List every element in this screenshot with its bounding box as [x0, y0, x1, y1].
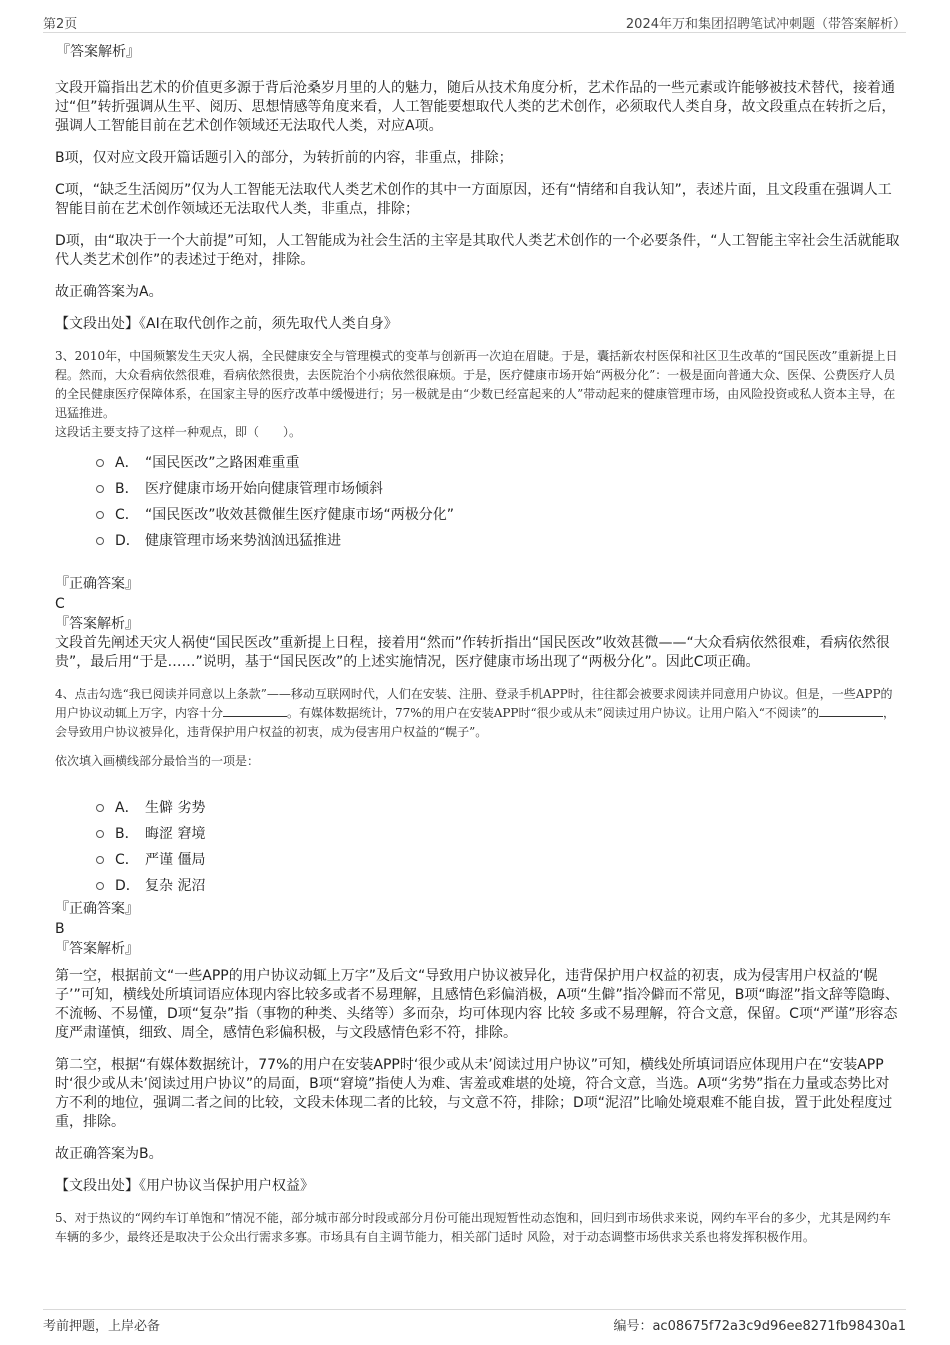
analysis-label: 『答案解析』: [56, 44, 140, 60]
options-list: [55, 795, 900, 899]
radio-icon[interactable]: [96, 830, 104, 838]
analysis-paragraph: 文段开篇指出艺术的价值更多源于背后沧桑岁月里的人的魅力，随后从技术角度分析，艺术作品的一些元素或许能够被技术替代，接着通过“但”转折强调从生平、阅历、思想情感等角度来看，人工智能要想取代人类的艺术创作，必须取代人类自身，故文段重点在转折之后，强调人工智能目前在艺术创作领域还无法取代人类，对应A项。: [55, 80, 896, 134]
source-citation: 【文段出处】《用户协议当保护用户权益》: [55, 1178, 314, 1194]
option-d[interactable]: D． 复杂 泥沼: [55, 873, 900, 899]
footer-slogan: 考前押题，上岸必备: [43, 1319, 161, 1334]
option-b[interactable]: B． 晦涩 窘境: [55, 821, 900, 847]
correct-answer: B: [55, 921, 65, 937]
question-prompt: 这段话主要支持了这样一种观点，即（ ）。: [55, 425, 302, 439]
radio-icon[interactable]: [96, 459, 104, 467]
correct-answer: C: [55, 596, 65, 612]
page-header: [43, 10, 906, 33]
radio-icon[interactable]: [96, 856, 104, 864]
radio-icon[interactable]: [96, 537, 104, 545]
analysis-paragraph: 第一空，根据前文“一些APP的用户协议动辄上万字”及后文“导致用户协议被异化，违背保护用户权益的初衷，成为侵害用户权益的‘幌子’”可知，横线处所填词语应体现内容比较多或者不易理解，且感情色彩偏消极，A项“生僻”指冷僻而不常见，B项“晦涩”指文辞等隐晦、不流畅、不易懂，D项“复杂”指（事物的种类、头绪等）多而杂，均可体现内容 比较 多或不易理解，符合文意，保留。C项“严谨”形容态度严肃谨慎，细致、周全，感情色彩偏积极，与文段感情色彩不符，排除。: [55, 968, 899, 1041]
option-c[interactable]: C． “国民医改”收效甚微催生医疗健康市场“两极分化”: [55, 502, 900, 528]
document-id: 编号：ac08675f72a3c9d96ee8271fb98430a1: [613, 1319, 906, 1334]
document-title: 2024年万和集团招聘笔试冲刺题（带答案解析）: [625, 17, 906, 32]
option-c[interactable]: C． 严谨 僵局: [55, 847, 900, 873]
blank-line: [819, 704, 883, 717]
radio-icon[interactable]: [96, 804, 104, 812]
page-footer: [43, 1309, 906, 1340]
radio-icon[interactable]: [96, 485, 104, 493]
analysis-label: 『答案解析』: [55, 616, 139, 632]
question-prompt: 依次填入画横线部分最恰当的一项是：: [55, 754, 260, 768]
analysis-label: 『答案解析』: [55, 941, 139, 957]
option-a[interactable]: A． “国民医改”之路困难重重: [55, 450, 900, 476]
analysis-paragraph: D项，由“取决于一个大前提”可知，人工智能成为社会生活的主宰是其取代人类艺术创作的一个必要条件，“人工智能主宰社会生活就能取代人类艺术创作”的表述过于绝对，排除。: [55, 233, 900, 268]
question-stem: 3、2010年，中国频繁发生天灾人祸，全民健康安全与管理模式的变革与创新再一次迫在眉睫。于是，囊括新农村医保和社区卫生改革的“国民医改”重新提上日程。然而，大众看病依然很难，看病依然很贵，去医院治个小病依然很麻烦。于是，医疗健康市场开始“两极分化”：一极是面向普通大众、医保、公费医疗人员的全民健康医疗保障体系，在国家主导的医疗改革中缓慢进行；另一极就是由“少数已经富起来的人”带动起来的健康管理市场，由风险投资或私人资本主导，在迅猛推进。: [55, 349, 898, 420]
analysis-paragraph: 文段首先阐述天灾人祸使“国民医改”重新提上日程，接着用“然而”作转折指出“国民医改”收效甚微——“大众看病依然很难，看病依然很贵”，最后用“于是……”说明，基于“国民医改”的上述实施情况，医疗健康市场出现了“两极分化”。因此C项正确。: [55, 635, 890, 670]
page-number: 第2页: [43, 17, 78, 32]
analysis-paragraph: 第二空，根据“有媒体数据统计，77%的用户在安装APP时‘很少或从未’阅读过用户协议”可知，横线处所填词语应体现用户在“安装APP时‘很少或从未’阅读过用户协议”的局面，B项“窘境”指使人为难、害羞或难堪的处境，符合文意，当选。A项“劣势”指在力量或态势比对方不利的地位，强调二者之间的比较，文段未体现二者的比较，与文意不符，排除；D项“泥沼”比喻处境艰难不能自拔，置于此处程度过重，排除。: [55, 1057, 893, 1130]
option-a[interactable]: A． 生僻 劣势: [55, 795, 900, 821]
question-stem: 4、点击勾选“我已阅读并同意以上条款”——移动互联网时代，人们在安装、注册、登录手机APP时，往往都会被要求阅读并同意用户协议。但是，一些APP的用户协议动辄上万字，内容十分 。有媒体数据统计，77%的用户在安装APP时“很少或从未”阅读过用户协议。让用户陷入“不阅读”的 ，会导致用户协议被异化，违背保护用户权益的初衷，成为侵害用户权益的“幌子”。: [55, 687, 896, 739]
main-content: [55, 42, 900, 1247]
conclusion: 故正确答案为A。: [55, 284, 163, 300]
options-list: [55, 450, 900, 554]
answer-label: 『正确答案』: [55, 576, 139, 592]
option-b[interactable]: B． 医疗健康市场开始向健康管理市场倾斜: [55, 476, 900, 502]
analysis-paragraph: C项，“缺乏生活阅历”仅为人工智能无法取代人类艺术创作的其中一方面原因，还有“情绪和自我认知”，表述片面，且文段重在强调人工智能目前在艺术创作领域还无法取代人类，非重点，排除；: [55, 182, 892, 217]
source-citation: 【文段出处】《AI在取代创作之前，须先取代人类自身》: [55, 316, 398, 332]
option-d[interactable]: D． 健康管理市场来势汹汹迅猛推进: [55, 528, 900, 554]
answer-label: 『正确答案』: [55, 901, 139, 917]
conclusion: 故正确答案为B。: [55, 1146, 163, 1162]
question-stem: 5、对于热议的“网约车订单饱和”情况不能，部分城市部分时段或部分月份可能出现短暂性动态饱和，回归到市场供求来说，网约车平台的多少，尤其是网约车车辆的多少，最终还是取决于公众出行需求多寡。市场具有自主调节能力，相关部门适时 风险，对于动态调整市场供求关系也将发挥积极作用。: [55, 1211, 891, 1244]
analysis-paragraph: B项，仅对应文段开篇话题引入的部分，为转折前的内容，非重点，排除；: [55, 150, 513, 166]
radio-icon[interactable]: [96, 882, 104, 890]
blank-line: [223, 704, 287, 717]
radio-icon[interactable]: [96, 511, 104, 519]
